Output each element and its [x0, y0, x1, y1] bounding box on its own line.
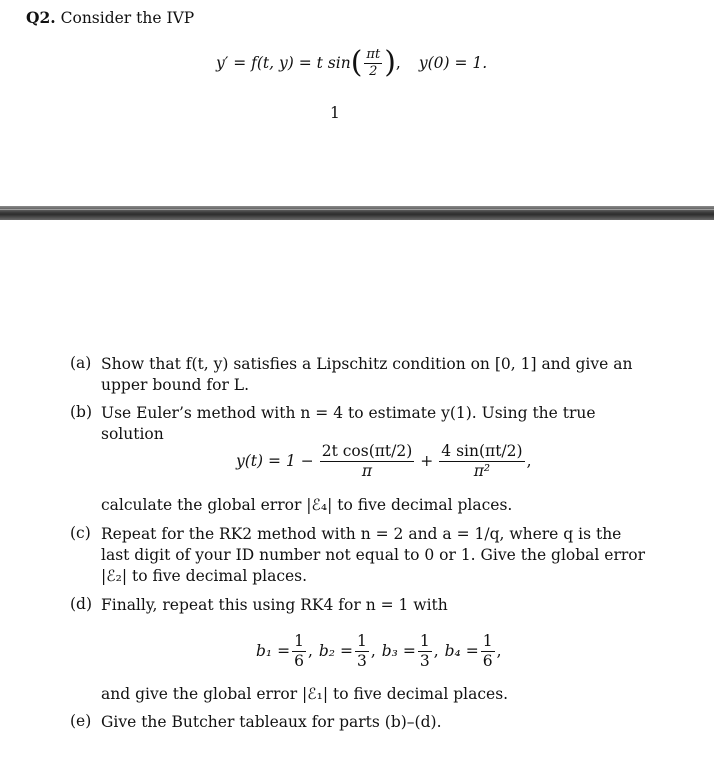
rk4-weights-equation	[256, 628, 502, 674]
weight-b4-num: 1	[482, 632, 493, 651]
part-b-label: (b)	[70, 403, 93, 421]
weight-b2-num: 1	[356, 632, 367, 651]
question-heading	[26, 8, 194, 27]
weight-b2-den: 3	[356, 651, 367, 670]
part-b-continuation: calculate the global error |ℰ₄| to five decimal places.	[101, 496, 513, 514]
weight-b1-lhs: b₁ =	[256, 642, 291, 660]
weight-b4-den: 6	[482, 651, 493, 670]
weight-b1-fraction	[292, 633, 306, 669]
weight-b3-sep: ,	[433, 642, 439, 660]
ivp-separator: ,	[395, 54, 401, 72]
weight-b2-sep: ,	[370, 642, 376, 660]
question-number: Q2.	[26, 8, 56, 27]
part-a-text: Show that f(t, y) satisfies a Lipschitz condition on [0, 1] and give an upper bound for L.	[101, 355, 633, 394]
weight-b1-sep: ,	[307, 642, 313, 660]
weight-b2-lhs: b₂ =	[318, 642, 353, 660]
term1-den: π	[361, 461, 373, 480]
weight-b2-fraction	[355, 633, 369, 669]
term2-fraction	[439, 443, 524, 479]
weight-b3-lhs: b₃ =	[381, 642, 416, 660]
weight-b3-den: 3	[419, 651, 430, 670]
part-c-label: (c)	[70, 524, 91, 542]
term2-den: π²	[473, 461, 491, 480]
true-solution-end: ,	[526, 452, 532, 470]
part-e-text: Give the Butcher tableaux for parts (b)–(d).	[101, 713, 442, 731]
weight-b3-num: 1	[419, 632, 430, 651]
part-d-text: Finally, repeat this using RK4 for n = 1 with	[101, 596, 448, 614]
part-e-label: (e)	[70, 712, 92, 730]
true-solution-equation	[236, 438, 532, 484]
weight-b3-fraction	[418, 633, 432, 669]
term1-num: 2t cos(πt/2)	[321, 442, 413, 461]
left-paren: (	[350, 45, 363, 80]
weight-b1-num: 1	[294, 632, 304, 651]
question-intro: Consider the IVP	[60, 9, 195, 27]
part-b-text: Use Euler’s method with n = 4 to estimate y(1). Using the true solution	[101, 404, 596, 443]
plus-sign: +	[420, 452, 434, 470]
page-divider	[0, 206, 714, 220]
weight-b4-sep: ,	[496, 642, 502, 660]
term2-num: 4 sin(πt/2)	[441, 442, 523, 461]
weight-b4-fraction	[481, 633, 495, 669]
ivp-initial-condition: y(0) = 1.	[418, 54, 488, 72]
part-c-text: Repeat for the RK2 method with n = 2 and a = 1/q, where q is the last digit of your ID number not equal to 0 or 1. Give the global error |ℰ₂| to five decimal places.	[101, 525, 646, 585]
ivp-fraction	[364, 48, 382, 78]
weight-b4-lhs: b₄ =	[444, 642, 479, 660]
ivp-lhs: y′ = f(t, y) = t sin	[216, 54, 351, 72]
ivp-fraction-num: πt	[366, 46, 381, 62]
ivp-fraction-den: 2	[369, 63, 378, 79]
part-d-label: (d)	[70, 595, 93, 613]
right-paren: )	[384, 45, 396, 80]
ivp-equation	[216, 40, 487, 86]
true-solution-lhs: y(t) = 1 −	[236, 452, 314, 470]
term1-fraction	[320, 443, 415, 479]
page-number: 1	[330, 104, 340, 122]
part-d-continuation: and give the global error |ℰ₁| to five decimal places.	[101, 685, 509, 703]
weight-b1-den: 6	[294, 651, 304, 670]
part-a-label: (a)	[70, 354, 92, 372]
